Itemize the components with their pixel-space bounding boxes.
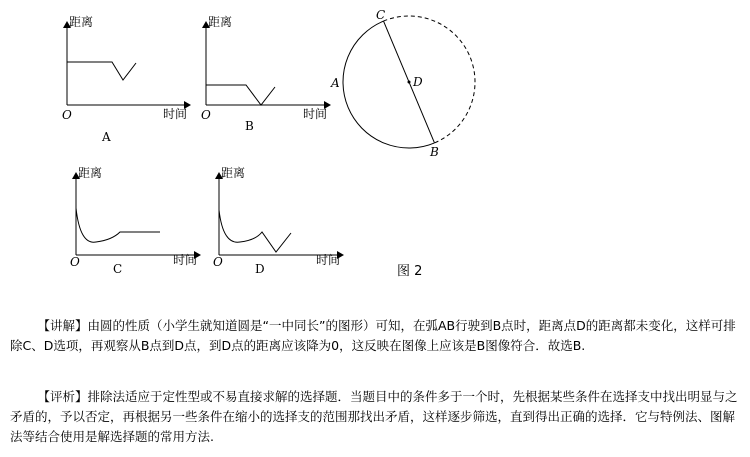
y-axis-label: 距离 — [78, 166, 103, 180]
point-label-d: D — [413, 75, 423, 89]
x-axis-label: 时间 — [303, 107, 328, 121]
x-axis-label: 时间 — [163, 107, 188, 121]
origin-label: O — [70, 255, 80, 269]
analysis-paragraph — [10, 387, 740, 447]
x-axis-label: 时间 — [173, 253, 198, 267]
analysis-tag: 【评析】 — [37, 389, 88, 404]
distance-curve — [76, 208, 160, 242]
graph-c — [70, 166, 200, 276]
explanation-paragraph — [10, 316, 740, 356]
graph-a — [62, 15, 190, 144]
y-axis-label: 距离 — [208, 15, 233, 29]
distance-curve — [219, 210, 291, 252]
explanation-text: 由圆的性质（小学生就知道圆是“一中同长”的图形）可知，在弧AB行驶到B点时，距离点D的距离都未变化，这样可排除C、D选项，再观察从B点到D点，到D点的距离应该降为0，这反映在图像上应该是B图像符合．故选B. — [10, 318, 736, 353]
graph-b — [201, 15, 330, 133]
point-label-a: A — [331, 76, 340, 90]
distance-curve — [67, 62, 136, 80]
origin-label: O — [213, 255, 223, 269]
origin-label: O — [62, 108, 72, 122]
origin-label: O — [201, 108, 211, 122]
circle-diagram — [330, 8, 475, 159]
point-label-c: C — [376, 8, 386, 22]
graph-caption: C — [113, 262, 123, 276]
graph-caption: B — [245, 119, 254, 133]
distance-curve — [206, 85, 275, 105]
graph-caption: D — [255, 262, 265, 276]
y-axis-label: 距离 — [69, 15, 94, 29]
analysis-text: 排除法适应于定性型或不易直接求解的选择题．当题目中的条件多于一个时，先根据某些条件在选择支中找出明显与之矛盾的，予以否定，再根据另一些条件在缩小的选择支的范围那找出矛盾，这样逐步筛选，直到得出正确的选择．它与特例法、图解法等结合使用是解选择题的常用方法. — [10, 389, 738, 444]
x-axis-label: 时间 — [316, 253, 341, 267]
graph-caption: A — [102, 130, 111, 144]
point-label-b: B — [430, 145, 439, 159]
explanation-tag: 【讲解】 — [37, 318, 88, 333]
center-point — [408, 81, 411, 84]
graph-d — [213, 166, 343, 276]
figure-label: 图 2 — [397, 264, 423, 279]
y-axis-label: 距离 — [221, 166, 246, 180]
arc-dashed — [384, 16, 476, 143]
